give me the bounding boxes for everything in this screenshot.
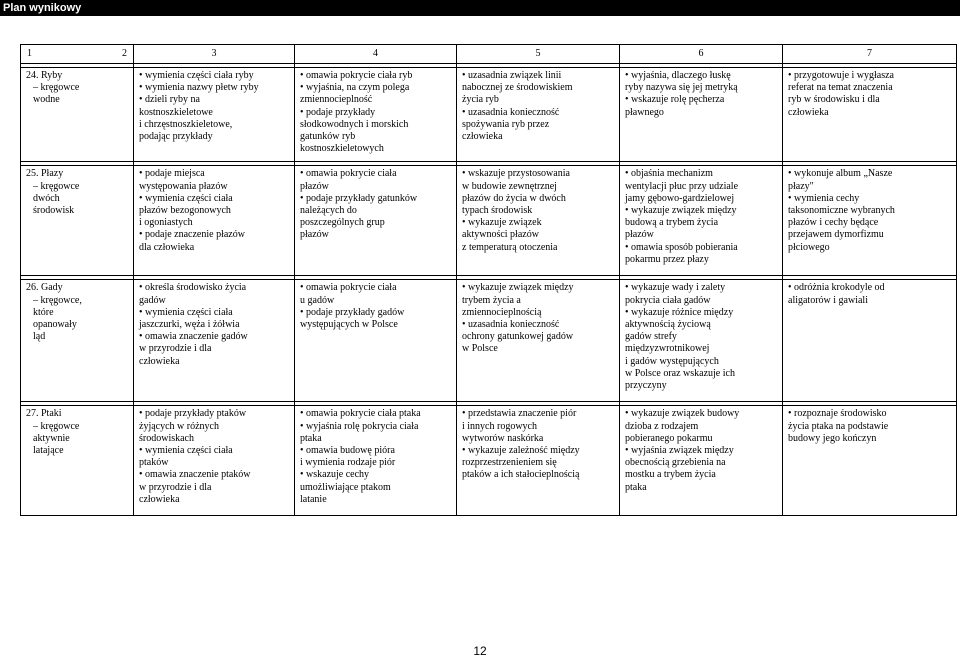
text-line: płazów: [300, 229, 329, 241]
window-title: Plan wynikowy: [0, 0, 960, 16]
text-line: pokrycia ciała gadów: [625, 294, 711, 306]
text-line: pławnego: [625, 106, 664, 118]
topic-line: – kręgowce: [33, 180, 80, 192]
bullet-item: • określa środowisko życia: [139, 282, 289, 294]
text-line: aktywnością życiową: [625, 319, 711, 331]
text-line: ryb w środowisku i dla: [788, 94, 880, 106]
requirements-cell: [457, 166, 620, 276]
text-line: ryby nazywa się jej metryką: [625, 82, 738, 94]
bullet-item: • uzasadnia konieczność: [462, 319, 614, 331]
bullet-item: • podaje przykłady ptaków: [139, 408, 289, 420]
text-line: u gadów: [300, 294, 335, 306]
text-line: człowieka: [139, 355, 180, 367]
bullet-item: • wykazuje związek budowy: [625, 408, 777, 420]
text-line: płazów: [625, 229, 654, 241]
text-line: człowieka: [788, 106, 829, 118]
text-line: wytworów naskórka: [462, 432, 544, 444]
text-line: gadów: [139, 294, 166, 306]
requirements-cell: [295, 166, 457, 276]
bullet-item: • wykonuje album „Nasze: [788, 168, 951, 180]
bullet-item: • wykazuje wady i zalety: [625, 282, 777, 294]
topic-line: 26. Gady: [26, 282, 63, 294]
bullet-item: • wykazuje różnice między: [625, 307, 777, 319]
text-line: przyczyny: [625, 380, 667, 392]
bullet-item: • wymienia części ciała ryby: [139, 70, 289, 82]
requirements-cell: [620, 280, 783, 402]
requirements-cell: [620, 406, 783, 516]
requirements-cell: [783, 406, 957, 516]
text-line: jamy gębowo-gardzielowej: [625, 192, 735, 204]
text-line: pokarmu przez płazy: [625, 253, 709, 265]
text-line: taksonomiczne wybranych: [788, 205, 895, 217]
topic-cell: [21, 280, 134, 402]
requirements-cell: [783, 280, 957, 402]
bullet-item: • wyjaśnia rolę pokrycia ciała: [300, 421, 451, 433]
bullet-item: • omawia pokrycie ciała ptaka: [300, 408, 451, 420]
topic-line: – kręgowce,: [33, 294, 82, 306]
table-row: [21, 280, 957, 402]
text-line: ptaków a ich stałocieplnością: [462, 469, 580, 481]
text-line: dzioba z rodzajem: [625, 420, 699, 432]
bullet-item: • omawia pokrycie ciała ryb: [300, 70, 451, 82]
text-line: pobieranego pokarmu: [625, 432, 713, 444]
requirements-cell: [783, 68, 957, 162]
topic-cell: [21, 406, 134, 516]
topic-cell: [21, 68, 134, 162]
bullet-item: • podaje miejsca: [139, 168, 289, 180]
bullet-item: • wykazuje związek między: [625, 205, 777, 217]
text-line: rozprzestrzenieniem się: [462, 457, 557, 469]
bullet-item: • objaśnia mechanizm: [625, 168, 777, 180]
bullet-item: • wymienia części ciała: [139, 193, 289, 205]
text-line: ochrony gatunkowej gadów: [462, 331, 574, 343]
column-header: 3: [134, 45, 295, 64]
text-line: w przyrodzie i dla: [139, 343, 212, 355]
column-header: 7: [783, 45, 957, 64]
text-line: budową a trybem życia: [625, 217, 719, 229]
bullet-item: • wyjaśnia związek między: [625, 445, 777, 457]
text-line: kostnoszkieletowych: [300, 143, 384, 155]
text-line: występujących w Polsce: [300, 319, 398, 331]
text-line: mostku a trybem życia: [625, 469, 716, 481]
text-line: trybem życia a: [462, 294, 521, 306]
bullet-item: • omawia znaczenie ptaków: [139, 469, 289, 481]
text-line: umożliwiające ptakom: [300, 481, 391, 493]
requirements-cell: [457, 280, 620, 402]
topic-line: opanowały: [33, 319, 77, 331]
text-line: typach środowisk: [462, 205, 533, 217]
text-line: wentylacji płuc przy udziale: [625, 180, 739, 192]
text-line: człowieka: [139, 493, 180, 505]
bullet-item: • przedstawia znaczenie piór: [462, 408, 614, 420]
text-line: gadów strefy: [625, 331, 677, 343]
text-line: w Polsce: [462, 343, 498, 355]
topic-line: 24. Ryby: [26, 70, 63, 81]
text-line: płazów bezogonowych: [139, 205, 231, 217]
text-line: w budowie zewnętrznej: [462, 180, 557, 192]
text-line: słodkowodnych i morskich: [300, 118, 409, 130]
text-line: życia ryb: [462, 94, 499, 106]
bullet-item: • wymienia części ciała: [139, 307, 289, 319]
bullet-item: • wymienia cechy: [788, 193, 951, 205]
requirements-cell: [134, 68, 295, 162]
text-line: ptaka: [300, 432, 322, 444]
bullet-item: • wyjaśnia, na czym polega: [300, 82, 451, 94]
column-number: 1: [27, 48, 32, 59]
bullet-item: • wykazuje zależność między: [462, 445, 614, 457]
text-line: spożywania ryb przez: [462, 118, 550, 130]
text-line: środowiskach: [139, 432, 194, 444]
bullet-item: • wymienia części ciała: [139, 445, 289, 457]
text-line: i innych rogowych: [462, 420, 537, 432]
text-line: ptaka: [625, 481, 647, 493]
text-line: dla człowieka: [139, 241, 195, 253]
text-line: płazy": [788, 180, 814, 192]
topic-line: które: [33, 306, 54, 318]
text-line: przejawem dymorfizmu: [788, 229, 884, 241]
column-header: 5: [457, 45, 620, 64]
bullet-item: • omawia budowę pióra: [300, 445, 451, 457]
requirements-cell: [620, 166, 783, 276]
plan-table: [20, 44, 957, 516]
text-line: życia ptaka na podstawie: [788, 420, 889, 432]
text-line: gatunków ryb: [300, 131, 356, 143]
requirements-cell: [295, 68, 457, 162]
text-line: płciowego: [788, 241, 830, 253]
requirements-cell: [457, 68, 620, 162]
topic-line: wodne: [33, 94, 60, 106]
table-row: [21, 166, 957, 276]
topic-cell: [21, 166, 134, 276]
requirements-cell: [134, 166, 295, 276]
text-line: podając przykłady: [139, 131, 213, 143]
text-line: kostnoszkieletowe: [139, 106, 213, 118]
requirements-cell: [134, 280, 295, 402]
text-line: i chrzęstnoszkieletowe,: [139, 118, 233, 130]
bullet-item: • omawia pokrycie ciała: [300, 168, 451, 180]
topic-line: aktywnie: [33, 432, 70, 444]
text-line: jaszczurki, węża i żółwia: [139, 319, 240, 331]
text-line: występowania płazów: [139, 180, 228, 192]
bullet-item: • omawia znaczenie gadów: [139, 331, 289, 343]
bullet-item: • wyjaśnia, dlaczego łuskę: [625, 70, 777, 82]
bullet-item: • podaje przykłady: [300, 107, 451, 119]
bullet-item: • uzasadnia konieczność: [462, 107, 614, 119]
bullet-item: • dzieli ryby na: [139, 94, 289, 106]
table-row: [21, 68, 957, 162]
text-line: poszczególnych grup: [300, 217, 385, 229]
column-header: [21, 45, 134, 64]
bullet-item: • przygotowuje i wygłasza: [788, 70, 951, 82]
bullet-item: • wskazuje cechy: [300, 469, 451, 481]
text-line: aligatorów i gawiali: [788, 294, 868, 306]
table-row: [21, 406, 957, 516]
bullet-item: • wykazuje związek: [462, 217, 614, 229]
text-line: i gadów występujących: [625, 355, 719, 367]
bullet-item: • wskazuje rolę pęcherza: [625, 94, 777, 106]
text-line: należących do: [300, 205, 357, 217]
text-line: żyjących w różnych: [139, 420, 219, 432]
text-line: i wymienia rodzaje piór: [300, 457, 396, 469]
column-number: 2: [122, 48, 127, 59]
text-line: płazów: [300, 180, 329, 192]
requirements-cell: [295, 406, 457, 516]
text-line: nabocznej ze środowiskiem: [462, 82, 573, 94]
text-line: w Polsce oraz wskazuje ich: [625, 367, 735, 379]
text-line: zmiennocieplność: [300, 94, 373, 106]
topic-line: dwóch: [33, 192, 60, 204]
requirements-cell: [134, 406, 295, 516]
text-line: płazów i cechy będące: [788, 217, 879, 229]
topic-line: 27. Ptaki: [26, 408, 62, 420]
text-line: człowieka: [462, 131, 503, 143]
topic-line: latające: [33, 445, 64, 457]
text-line: obecnością grzebienia na: [625, 457, 726, 469]
bullet-item: • podaje przykłady gatunków: [300, 193, 451, 205]
text-line: z temperaturą otoczenia: [462, 241, 558, 253]
text-line: w przyrodzie i dla: [139, 481, 212, 493]
text-line: ptaków: [139, 457, 169, 469]
bullet-item: • omawia sposób pobierania: [625, 242, 777, 254]
bullet-item: • uzasadnia związek linii: [462, 70, 614, 82]
topic-line: ląd: [33, 331, 46, 343]
requirements-cell: [783, 166, 957, 276]
bullet-item: • odróżnia krokodyle od: [788, 282, 951, 294]
text-line: budowy jego kończyn: [788, 432, 877, 444]
topic-line: środowisk: [33, 205, 75, 217]
page-number: 12: [473, 644, 487, 658]
requirements-cell: [295, 280, 457, 402]
column-header: 4: [295, 45, 457, 64]
text-line: aktywności płazów: [462, 229, 539, 241]
text-line: płazów do życia w dwóch: [462, 192, 566, 204]
text-line: latanie: [300, 493, 327, 505]
column-header-row: [21, 45, 957, 64]
requirements-cell: [457, 406, 620, 516]
text-line: referat na temat znaczenia: [788, 82, 893, 94]
text-line: zmiennocieplnością: [462, 306, 542, 318]
column-header: 6: [620, 45, 783, 64]
bullet-item: • rozpoznaje środowisko: [788, 408, 951, 420]
bullet-item: • wykazuje związek między: [462, 282, 614, 294]
bullet-item: • wymienia nazwy płetw ryby: [139, 82, 289, 94]
requirements-cell: [620, 68, 783, 162]
topic-line: – kręgowce: [33, 420, 80, 432]
bullet-item: • podaje znaczenie płazów: [139, 229, 289, 241]
bullet-item: • podaje przykłady gadów: [300, 307, 451, 319]
topic-line: 25. Płazy: [26, 168, 64, 180]
bullet-item: • wskazuje przystosowania: [462, 168, 614, 180]
bullet-item: • omawia pokrycie ciała: [300, 282, 451, 294]
text-line: i ogoniastych: [139, 217, 193, 229]
topic-line: – kręgowce: [33, 82, 80, 94]
text-line: międzyzwrotnikowej: [625, 343, 710, 355]
